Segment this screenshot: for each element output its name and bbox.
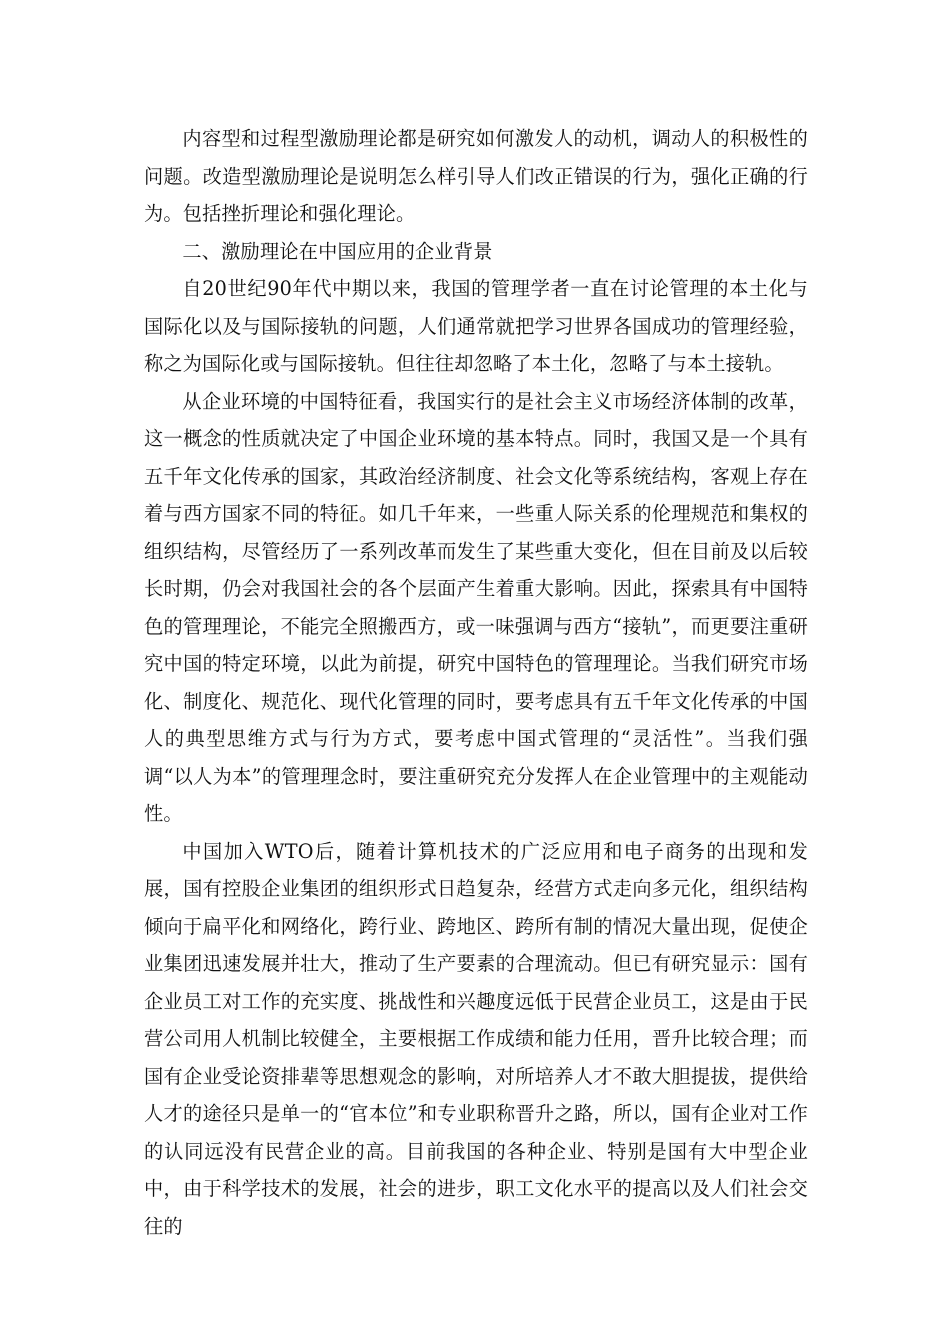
paragraph-localization: 自20世纪90年代中期以来，我国的管理学者一直在讨论管理的本土化与国际化以及与国际接轨的问题，人们通常就把学习世界各国成功的管理经验，称之为国际化或与国际接轨。但往往却忽略了本土化，忽略了与本土接轨。 (144, 277, 808, 375)
paragraph-chinese-environment: 从企业环境的中国特征看，我国实行的是社会主义市场经济体制的改革，这一概念的性质就决定了中国企业环境的基本特点。同时，我国又是一个具有五千年文化传承的国家，其政治经济制度、社会文化等系统结构，客观上存在着与西方国家不同的特征。如几千年来，一些重人际关系的伦理规范和集权的组织结构，尽管经历了一系列改革而发生了某些重大变化，但在目前及以后较长时期，仍会对我国社会的各个层面产生着重大影响。因此，探索具有中国特色的管理理论，不能完全照搬西方，或一味强调与西方“接轨”，而更要注重研究中国的特定环境，以此为前提，研究中国特色的管理理论。当我们研究市场化、制度化、规范化、现代化管理的同时，要考虑具有五千年文化传承的中国人的典型思维方式与行为方式，要考虑中国式管理的“灵活性”。当我们强调“以人为本”的管理理念时，要注重研究充分发挥人在企业管理中的主观能动性。 (144, 389, 808, 825)
paragraph-content-process-theory: 内容型和过程型激励理论都是研究如何激发人的动机，调动人的积极性的问题。改造型激励理论是说明怎么样引导人们改正错误的行为，强化正确的行为。包括挫折理论和强化理论。 (144, 127, 808, 225)
section-heading: 二、激励理论在中国应用的企业背景 (182, 239, 493, 263)
paragraph-wto: 中国加入WTO后，随着计算机技术的广泛应用和电子商务的出现和发展，国有控股企业集团的组织形式日趋复杂，经营方式走向多元化，组织结构倾向于扁平化和网络化，跨行业、跨地区、跨所有制的情况大量出现，促使企业集团迅速发展并壮大，推动了生产要素的合理流动。但已有研究显示：国有企业员工对工作的充实度、挑战性和兴趣度远低于民营企业员工，这是由于民营公司用人机制比较健全，主要根据工作成绩和能力任用，晋升比较合理；而国有企业受论资排辈等思想观念的影响，对所培养人才不敢大胆提拔，提供给人才的途径只是单一的“官本位”和专业职称晋升之路，所以，国有企业对工作的认同远没有民营企业的高。目前我国的各种企业、特别是国有大中型企业中，由于科学技术的发展，社会的进步，职工文化水平的提高以及人们社会交往的 (144, 839, 808, 1238)
